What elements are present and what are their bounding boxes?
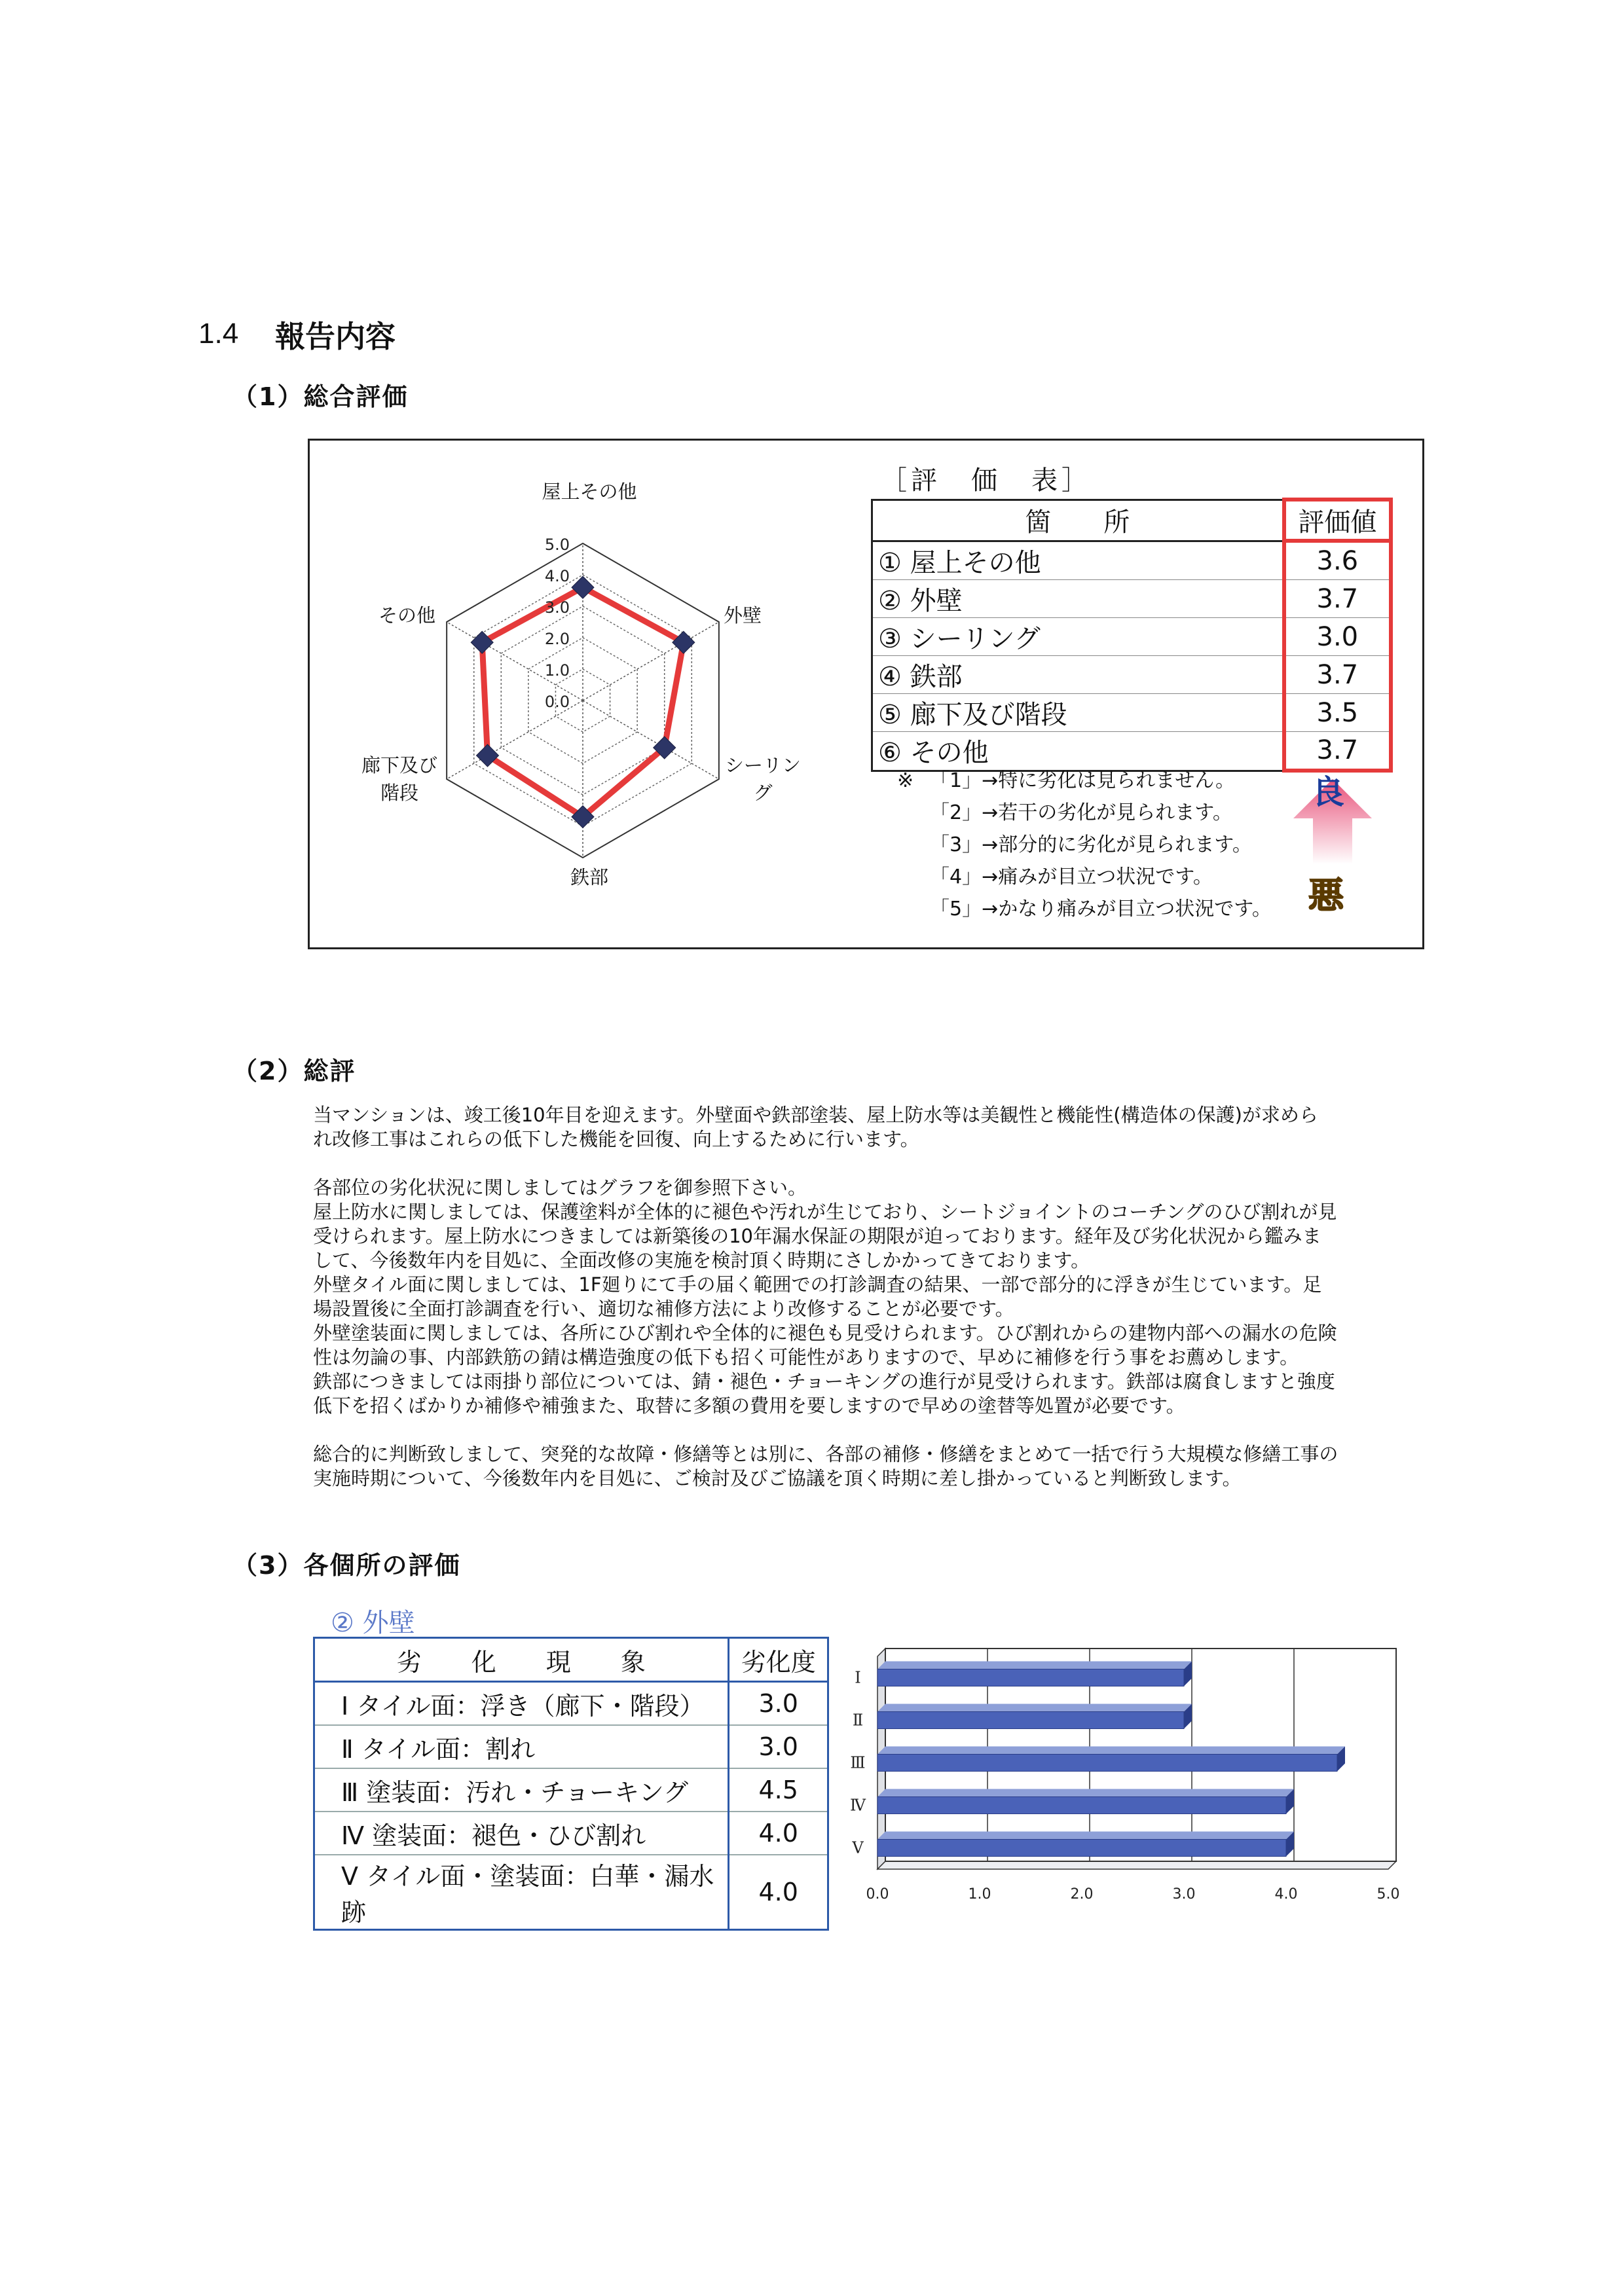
radar-tick-label: 0.0 (544, 693, 570, 711)
bar-chart-bars (877, 1662, 1345, 1857)
note-mark: ※ (897, 769, 914, 792)
deterioration-table (313, 1637, 829, 1931)
eval-table (871, 498, 1393, 773)
table-row (314, 1725, 828, 1768)
radar-tick-labels (545, 536, 570, 711)
radar-axis-line (583, 622, 719, 701)
bar-top (877, 1747, 1345, 1755)
eval-row-name: ④ 鉄部 (872, 656, 1284, 694)
bar-top (877, 1662, 1192, 1669)
table-row (314, 1855, 828, 1930)
summary-text (313, 1103, 1426, 1491)
bar-chart-x-tick: 3.0 (1172, 1886, 1196, 1903)
deterioration-value: 4.0 (729, 1812, 828, 1855)
summary-line: 場設置後に全面打診調査を行い、適切な補修方法により改修することが必要です。 (313, 1298, 1014, 1320)
note-list (930, 765, 1323, 925)
deterioration-name: Ⅱ タイル面：割れ (314, 1725, 729, 1768)
table-row (872, 580, 1392, 618)
radar-label-rooftop: 屋上その他 (542, 481, 637, 503)
note-line: 「3」→部分的に劣化が見られます。 (930, 833, 1252, 856)
bar (877, 1755, 1337, 1772)
note-line: 「4」→痛みが目立つ状況です。 (930, 866, 1213, 888)
eval-row-name: ③ シーリング (872, 618, 1284, 656)
summary-line: 屋上防水に関しましては、保護塗料が全体的に褪色や汚れが生じており、シートジョイントのコーチングのひび割れが見 (313, 1201, 1337, 1223)
summary-line: 鉄部につきましては雨掛り部位については、錆・褪色・チョーキングの進行が見受けられます。鉄部は腐食しますと強度 (313, 1370, 1335, 1393)
eval-col-place: 箇 所 (872, 500, 1284, 541)
summary-line: 受けられます。屋上防水につきましては新築後の10年漏水保証の期限が迫っております。経年及び劣化状況から鑑みま (313, 1225, 1321, 1247)
radar-label-steel: 鉄部 (570, 866, 608, 888)
deterioration-bar-chart (825, 1643, 1414, 1918)
eval-row-value: 3.7 (1284, 732, 1391, 771)
table-row (314, 1768, 828, 1812)
bar (877, 1669, 1184, 1686)
eval-table-title: ［評 価 表］ (881, 465, 1092, 496)
eval-col-value: 評価値 (1284, 500, 1391, 541)
bar-top (877, 1704, 1192, 1712)
bar-top (877, 1832, 1294, 1840)
deterioration-value: 3.0 (729, 1682, 828, 1726)
summary-line: 総合的に判断致しまして、突発的な故障・修繕等とは別に、各部の補修・修繕をまとめて一括で行う大規模な修繕工事の (313, 1443, 1338, 1465)
eval-row-name: ⑥ その他 (872, 732, 1284, 771)
radar-label-other: その他 (378, 604, 436, 627)
summary-line: 性は勿論の事、内部鉄筋の錆は構造強度の低下も招く可能性がありますので、早めに補修を行う事をお薦めします。 (313, 1346, 1299, 1368)
bar-category-label: Ⅲ (850, 1753, 866, 1772)
eval-row-name: ② 外壁 (872, 580, 1284, 618)
good-label: 良 (1312, 773, 1344, 811)
bar (877, 1797, 1286, 1814)
summary-line: 当マンションは、竣工後10年目を迎えます。外壁面や鉄部塗装、屋上防水等は美観性と機能性(構造体の保護)が求めら (313, 1104, 1318, 1126)
summary-line: 各部位の劣化状況に関しましてはグラフを御参照下さい。 (313, 1176, 807, 1199)
summary-line: 実施時期について、今後数年内を目処に、ご検討及びご協議を頂く時期に差し掛かっていると判断致します。 (313, 1467, 1242, 1489)
col-degree: 劣化度 (729, 1638, 828, 1682)
eval-row-value: 3.7 (1284, 580, 1391, 618)
eval-row-value: 3.6 (1284, 541, 1391, 580)
radar-tick-label: 2.0 (544, 630, 570, 648)
section-title: 報告内容 (275, 319, 396, 354)
eval-row-name: ⑤ 廊下及び階段 (872, 694, 1284, 732)
summary-line: れ改修工事はこれらの低下した機能を回復、向上するために行います。 (313, 1128, 919, 1150)
bar (877, 1840, 1286, 1857)
col-phenomenon: 劣 化 現 象 (314, 1638, 729, 1682)
deterioration-value: 4.5 (729, 1768, 828, 1812)
radar-point (471, 631, 493, 653)
deterioration-value: 3.0 (729, 1725, 828, 1768)
summary-line: 低下を招くばかりか補修や補強また、取替に多額の費用を要しますので早めの塗替等処置が必要です。 (313, 1394, 1185, 1417)
subsection-1-title: （1）総合評価 (232, 382, 409, 411)
table-row (872, 618, 1392, 656)
bar (877, 1712, 1184, 1729)
deterioration-value: 4.0 (758, 1878, 798, 1906)
subsection-2-title: （2）総評 (232, 1057, 356, 1085)
note-line: 「1」→特に劣化は見られません。 (930, 769, 1236, 792)
summary-line: 外壁タイル面に関しましては、1F廻りにて手の届く範囲での打診調査の結果、一部で部分的に浮きが生じています。足 (313, 1273, 1322, 1296)
bar-chart-x-tick: 4.0 (1274, 1886, 1298, 1903)
summary-line: 外壁塗装面に関しましては、各所にひび割れや全体的に褪色も見受けられます。ひび割れからの建物内部への漏水の危険 (313, 1322, 1337, 1344)
bar-chart-x-tick: 1.0 (968, 1886, 991, 1903)
radar-tick-label: 5.0 (544, 536, 570, 554)
table-row (872, 541, 1392, 580)
table-row (314, 1682, 828, 1726)
bar-chart-category-labels (850, 1669, 866, 1857)
note-line: 「2」→若干の劣化が見られます。 (930, 801, 1232, 824)
note-line: 「5」→かなり痛みが目立つ状況です。 (930, 898, 1272, 920)
table-row (872, 656, 1392, 694)
radar-label-corridor: 廊下及び階段 (361, 754, 437, 804)
subsection-3-title: （3）各個所の評価 (232, 1551, 461, 1580)
radar-axis-line (583, 701, 719, 779)
eval-row-value: 3.0 (1284, 618, 1391, 656)
bar-chart-floor (877, 1861, 1396, 1869)
table-row (314, 1812, 828, 1855)
table-row (872, 694, 1392, 732)
radar-tick-label: 1.0 (544, 661, 570, 680)
radar-label-wall: 外壁 (724, 604, 762, 627)
bar-chart-x-tick: 2.0 (1070, 1886, 1094, 1903)
bar-chart-x-tick: 5.0 (1376, 1886, 1400, 1903)
bar-category-label: Ⅴ (852, 1838, 864, 1857)
deterioration-name: Ⅴ タイル面・塗装面：白華・漏水跡 (314, 1855, 729, 1930)
radar-tick-label: 4.0 (544, 567, 570, 585)
radar-chart (327, 465, 838, 923)
bar-chart-x-tick-labels (866, 1886, 1400, 1903)
bar-category-label: Ⅰ (855, 1668, 861, 1687)
summary-line: して、今後数年内を目処に、全面改修の実施を検討頂く時期にさしかかってきております。 (313, 1249, 1090, 1271)
bar-chart-x-tick: 0.0 (866, 1886, 889, 1903)
bad-label: 悪 (1308, 875, 1344, 916)
section-number: 1.4 (198, 318, 239, 350)
part-title: ② 外壁 (331, 1608, 415, 1638)
radar-axis-line (447, 701, 583, 779)
eval-row-name: ① 屋上その他 (872, 541, 1284, 580)
radar-label-sealing: シーリング (724, 754, 801, 804)
eval-row-value: 3.5 (1284, 694, 1391, 732)
deterioration-name: Ⅲ 塗装面：汚れ・チョーキング (314, 1768, 729, 1812)
deterioration-name: Ⅰ タイル面：浮き（廊下・階段） (314, 1682, 729, 1726)
bar-category-label: Ⅳ (850, 1796, 866, 1815)
bar-category-label: Ⅱ (852, 1711, 864, 1730)
eval-row-value: 3.7 (1284, 656, 1391, 694)
deterioration-name: Ⅳ 塗装面：褪色・ひび割れ (314, 1812, 729, 1855)
bar-top (877, 1789, 1294, 1797)
radar-tick-label: 3.0 (544, 598, 570, 617)
